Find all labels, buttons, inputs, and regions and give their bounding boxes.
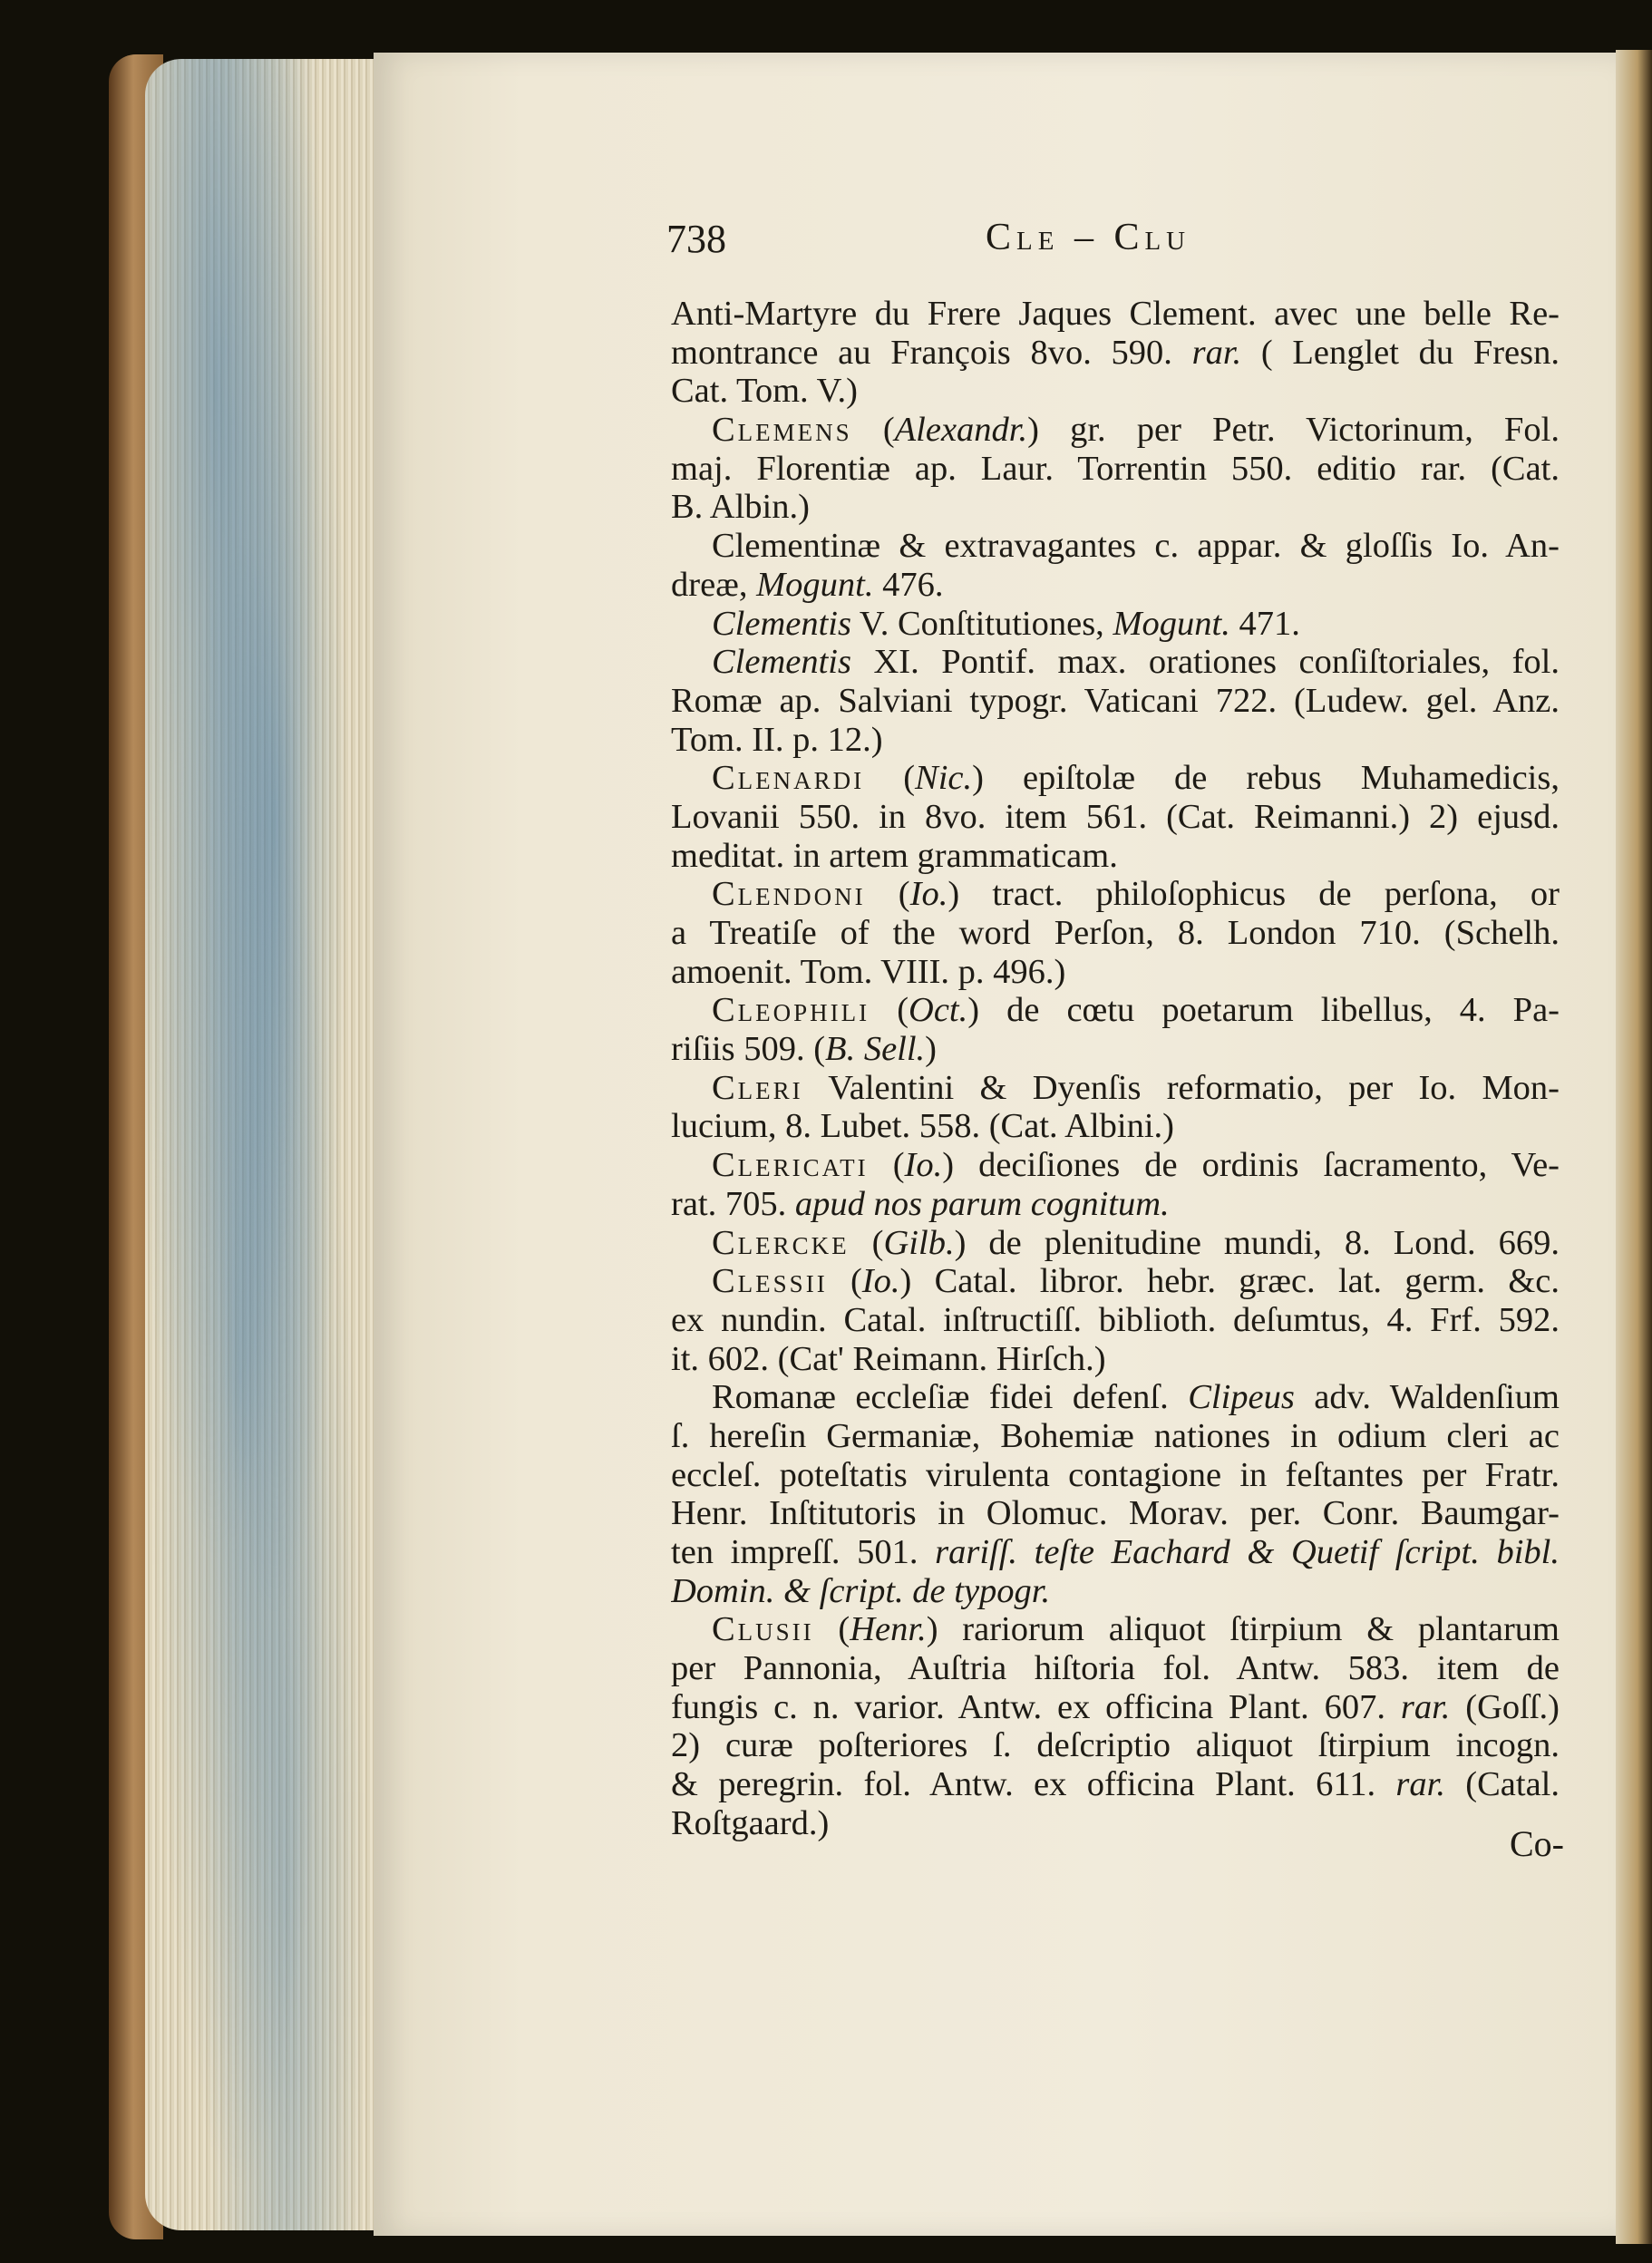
- marbling-tint: [145, 59, 381, 2230]
- line-text: dreæ,: [671, 565, 757, 604]
- line-text: maj. Florentiæ ap. Laur. Torrentin 550. editio rar. (Cat.: [671, 449, 1560, 488]
- line-text: ) epiſtolæ de rebus Muhamedicis,: [972, 759, 1560, 798]
- line-text: 471.: [1229, 604, 1300, 643]
- line-text: Romanæ eccleſiæ fidei defenſ.: [712, 1378, 1189, 1417]
- text-line: [671, 1262, 1560, 1301]
- page-header-title: Cle – Clu: [986, 217, 1191, 258]
- line-text: rat. 705.: [671, 1184, 795, 1223]
- text-line: [671, 566, 1560, 605]
- text-line: [671, 991, 1560, 1030]
- text-line: [671, 334, 1560, 373]
- text-line: [671, 875, 1560, 914]
- line-text: Valentini & Dyenſis reformatio, per Io. Mon-: [802, 1068, 1560, 1107]
- line-text: (Catal.: [1444, 1765, 1560, 1804]
- line-text: 2) curæ poſteriores ſ. deſcriptio aliquot ſtirpium incogn.: [671, 1726, 1560, 1765]
- line-text: adv. Waldenſium: [1294, 1378, 1560, 1417]
- italic-text: rar.: [1191, 333, 1242, 372]
- text-line: [671, 411, 1560, 450]
- line-text: & peregrin. fol. Antw. ex officina Plant. 611.: [671, 1765, 1396, 1804]
- text-line: [671, 605, 1560, 644]
- text-line: [671, 798, 1560, 837]
- line-text: ) de cœtu poetarum libellus, 4. Pa-: [967, 991, 1560, 1030]
- line-text: ) Catal. libror. hebr. græc. lat. germ. &c.: [899, 1262, 1560, 1301]
- line-text: ten impreſſ. 501.: [671, 1533, 936, 1571]
- line-text: (: [868, 1146, 905, 1185]
- italic-text: Domin. & ſcript. de typogr.: [671, 1571, 1051, 1610]
- text-line: [671, 1417, 1560, 1456]
- page-number: 738: [666, 217, 726, 261]
- line-text: (Goſſ.): [1450, 1687, 1560, 1726]
- italic-text: Clementis: [712, 643, 851, 682]
- entry-headword: Clusii: [712, 1610, 814, 1649]
- line-text: XI. Pontif. max. orationes conſiſtoriales, fol.: [850, 643, 1560, 682]
- line-text: ( Lenglet du Fresn.: [1241, 333, 1560, 372]
- text-line: [671, 1301, 1560, 1340]
- line-text: B. Albin.): [671, 488, 810, 527]
- italic-text: Alexandr.: [894, 411, 1028, 450]
- text-line: [671, 295, 1560, 334]
- italic-text: Mogunt.: [756, 565, 874, 604]
- text-line: [671, 1804, 1560, 1843]
- line-text: ) tract. philoſophicus de perſona, or: [947, 875, 1560, 914]
- facing-page-edge: [1616, 50, 1652, 2244]
- running-head: [666, 216, 1573, 270]
- italic-text: Oct.: [909, 991, 968, 1030]
- line-text: Henr. Inſtitutoris in Olomuc. Morav. per. Conr. Baumgar-: [671, 1494, 1560, 1533]
- line-text: ſ. hereſin Germaniæ, Bohemiæ nationes in odium cleri ac: [671, 1416, 1560, 1455]
- line-text: it. 602. (Cat' Reimann. Hirſch.): [671, 1339, 1106, 1378]
- text-line: [671, 1456, 1560, 1495]
- text-line: [671, 1107, 1560, 1146]
- italic-text: Gilb.: [883, 1223, 955, 1262]
- text-line: [671, 450, 1560, 489]
- italic-text: Clementis: [712, 604, 851, 643]
- italic-text: rariſſ. teſte Eachard & Quetif ſcript. bibl.: [935, 1533, 1560, 1571]
- line-text: (: [813, 1610, 850, 1649]
- text-line: [671, 488, 1560, 527]
- text-line: [671, 953, 1560, 992]
- text-line: [671, 1726, 1560, 1765]
- text-line: [671, 682, 1560, 721]
- entry-headword: Clemens: [712, 411, 852, 450]
- line-text: (: [870, 991, 909, 1030]
- text-line: [671, 372, 1560, 411]
- line-text: 476.: [873, 565, 944, 604]
- line-text: amoenit. Tom. VIII. p. 496.): [671, 952, 1066, 991]
- line-text: ) deciſiones de ordinis ſacramento, Ve-: [942, 1146, 1560, 1185]
- line-text: Lovanii 550. in 8vo. item 561. (Cat. Reimanni.) 2) ejusd.: [671, 797, 1560, 836]
- catchword: Co-: [1510, 1823, 1564, 1864]
- line-text: ) gr. per Petr. Victorinum, Fol.: [1027, 411, 1560, 450]
- line-text: (: [849, 1223, 884, 1262]
- text-line: [671, 1765, 1560, 1804]
- text-line: [671, 721, 1560, 760]
- italic-text: Nic.: [915, 759, 973, 798]
- text-block: [671, 295, 1560, 1843]
- line-text: ): [925, 1030, 937, 1069]
- line-text: meditat. in artem grammaticam.: [671, 836, 1118, 875]
- text-line: [671, 914, 1560, 953]
- text-line: [671, 643, 1560, 682]
- italic-text: rar.: [1400, 1687, 1451, 1726]
- text-line: [671, 1649, 1560, 1688]
- text-line: [671, 1069, 1560, 1108]
- italic-text: Henr.: [850, 1610, 927, 1649]
- text-line: [671, 1572, 1560, 1611]
- entry-headword: Clessii: [712, 1262, 828, 1301]
- line-text: ex nundin. Catal. inſtructiſſ. biblioth. deſumtus, 4. Frf. 592.: [671, 1300, 1560, 1339]
- line-text: Clementinæ & extravagantes c. appar. & gloſſis Io. An-: [712, 527, 1560, 566]
- line-text: a Treatiſe of the word Perſon, 8. London 710. (Schelh.: [671, 914, 1560, 952]
- italic-text: Mogunt.: [1113, 604, 1230, 643]
- text-line: [671, 1185, 1560, 1224]
- line-text: (: [851, 411, 895, 450]
- line-text: Tom. II. p. 12.): [671, 720, 883, 759]
- text-line: [671, 1494, 1560, 1533]
- italic-text: Io.: [861, 1262, 900, 1301]
- entry-headword: Clercke: [712, 1223, 850, 1262]
- entry-headword: Cleri: [712, 1068, 803, 1107]
- entry-headword: Clendoni: [712, 875, 866, 914]
- italic-text: B. Sell.: [825, 1030, 926, 1069]
- line-text: Anti-Martyre du Frere Jaques Clement. avec une belle Re-: [671, 295, 1560, 333]
- text-line: [671, 1688, 1560, 1727]
- line-text: V. Conſtitutiones,: [850, 604, 1113, 643]
- italic-text: rar.: [1395, 1765, 1445, 1804]
- line-text: (: [827, 1262, 862, 1301]
- line-text: Cat. Tom. V.): [671, 372, 858, 411]
- line-text: Roſtgaard.): [671, 1803, 830, 1842]
- text-line: [671, 1224, 1560, 1263]
- text-line: [671, 527, 1560, 566]
- text-line: [671, 1340, 1560, 1379]
- italic-text: apud nos parum cognitum.: [794, 1184, 1170, 1223]
- text-line: [671, 1146, 1560, 1185]
- line-text: (: [865, 875, 910, 914]
- line-text: fungis c. n. varior. Antw. ex officina Plant. 607.: [671, 1687, 1401, 1726]
- text-line: [671, 759, 1560, 798]
- line-text: eccleſ. poteſtatis virulenta contagione in feſtantes per Fratr.: [671, 1455, 1560, 1494]
- text-line: [671, 1030, 1560, 1069]
- line-text: lucium, 8. Lubet. 558. (Cat. Albini.): [671, 1107, 1174, 1146]
- text-line: [671, 837, 1560, 876]
- text-line: [671, 1533, 1560, 1572]
- line-text: (: [864, 759, 916, 798]
- entry-headword: Clenardi: [712, 759, 865, 798]
- line-text: ) rariorum aliquot ſtirpium & plantarum: [926, 1610, 1560, 1649]
- line-text: ) de plenitudine mundi, 8. Lond. 669.: [954, 1223, 1560, 1262]
- italic-text: Io.: [904, 1146, 943, 1185]
- italic-text: Clipeus: [1188, 1378, 1295, 1417]
- text-line: [671, 1378, 1560, 1417]
- italic-text: Io.: [909, 875, 948, 914]
- line-text: per Pannonia, Auſtria hiſtoria fol. Antw. 583. item de: [671, 1649, 1560, 1688]
- line-text: montrance au François 8vo. 590.: [671, 333, 1192, 372]
- entry-headword: Clericati: [712, 1146, 869, 1185]
- line-text: Romæ ap. Salviani typogr. Vaticani 722. (Ludew. gel. Anz.: [671, 681, 1560, 720]
- text-line: [671, 1610, 1560, 1649]
- entry-headword: Cleophili: [712, 991, 870, 1030]
- line-text: riſiis 509. (: [671, 1030, 826, 1069]
